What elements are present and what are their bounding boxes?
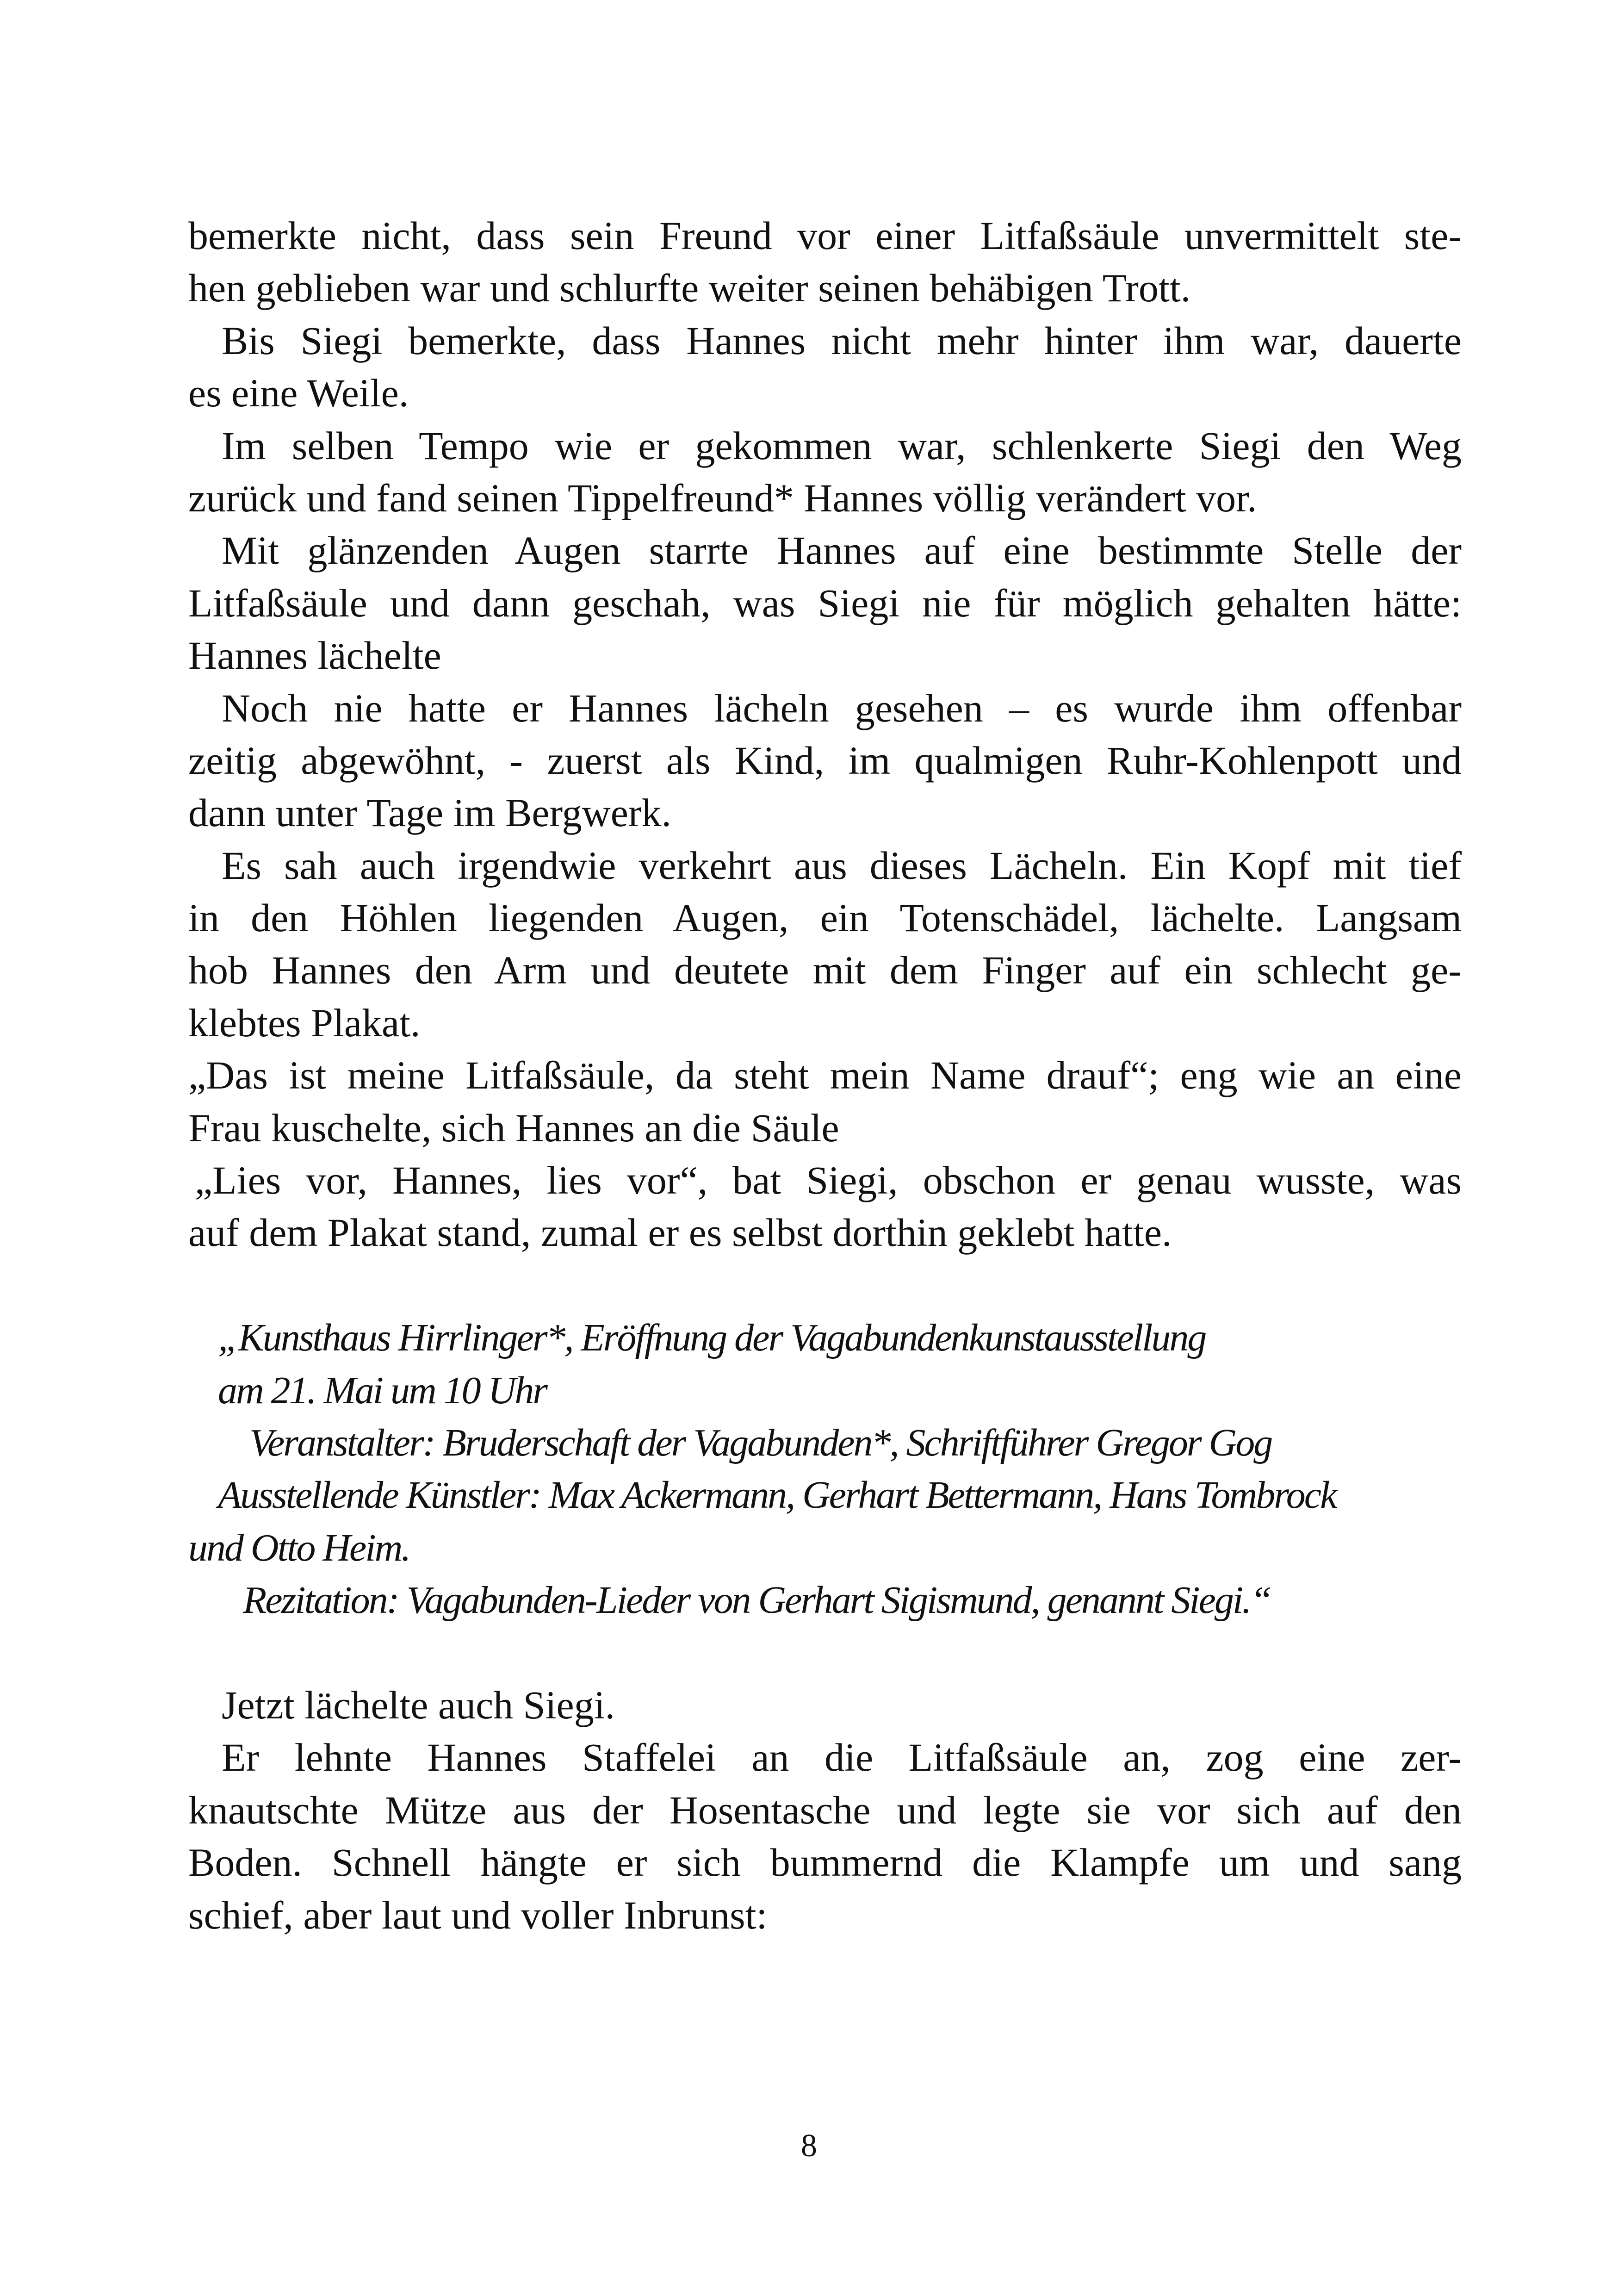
text-line: „Lies vor, Hannes, lies vor“, bat Siegi, obschon er genau wusste, was [195,1158,1462,1203]
text-line: zurück und fand seinen Tippelfreund* Hannes völlig verändert vor. [188,475,1257,520]
text-line: Litfaßsäule und dann geschah, was Siegi nie für möglich gehalten hätte: [188,580,1462,625]
paragraph [188,1049,1462,1154]
poster-line: Veranstalter: Bruderschaft der Vagabunden*, Schriftführer Gregor Gog [249,1421,1272,1464]
text-line: Mit glänzenden Augen starrte Hannes auf eine bestimmte Stelle der [222,528,1462,573]
text-line: hen geblieben war und schlurfte weiter seinen behäbigen Trott. [188,266,1191,311]
paragraph [188,682,1462,840]
text-line: Boden. Schnell hängte er sich bummernd die Klampfe um und sang [188,1840,1462,1885]
text-line: es eine Weile. [188,371,409,416]
text-line: schief, aber laut und voller Inbrunst: [188,1892,768,1937]
spacer [188,1259,1462,1312]
text-line: Er lehnte Hannes Staffelei an die Litfaßsäule an, zog eine zer- [222,1735,1462,1780]
text-line: Noch nie hatte er Hannes lächeln gesehen – es wurde ihm offenbar [222,685,1462,730]
paragraph [188,1731,1462,1941]
text-line: in den Höhlen liegenden Augen, ein Totenschädel, lächelte. Langsam [188,896,1462,940]
paragraph [188,1154,1462,1259]
page-body [188,210,1462,1941]
text-line: Es sah auch irgendwie verkehrt aus dieses Lächeln. Ein Kopf mit tief [222,843,1462,888]
paragraph [188,210,1462,315]
text-line: zeitig abgewöhnt, - zuerst als Kind, im qualmigen Ruhr-Kohlenpott und [188,738,1462,783]
text-line: Bis Siegi bemerkte, dass Hannes nicht mehr hinter ihm war, dauerte [222,318,1462,363]
page-number: 8 [801,2128,817,2164]
paragraph [188,524,1462,682]
text-line: auf dem Plakat stand, zumal er es selbst dorthin geklebt hatte. [188,1210,1172,1255]
paragraph [188,840,1462,1050]
paragraph [188,315,1462,420]
paragraph [188,1679,1462,1731]
text-line: knautschte Mütze aus der Hosentasche und legte sie vor sich auf den [188,1787,1462,1832]
poster-line: Rezitation: Vagabunden-Lieder von Gerhart Sigismund, genannt Siegi.“ [243,1579,1271,1622]
text-line: bemerkte nicht, dass sein Freund vor einer Litfaßsäule unvermittelt ste- [188,213,1462,258]
text-line: klebtes Plakat. [188,1000,421,1045]
text-line: Im selben Tempo wie er gekommen war, schlenkerte Siegi den Weg [222,423,1462,468]
poster-line: und Otto Heim. [188,1526,410,1569]
poster-line: „Kunsthaus Hirrlinger*, Eröffnung der Vagabundenkunstausstellung [218,1316,1206,1360]
poster-line: am 21. Mai um 10 Uhr [218,1369,546,1412]
poster-quote [188,1312,1462,1626]
text-line: „Das ist meine Litfaßsäule, da steht mein Name drauf“; eng wie an eine [188,1053,1462,1098]
text-line: hob Hannes den Arm und deutete mit dem Finger auf ein schlecht ge- [188,948,1462,993]
text-line: Hannes lächelte [188,633,441,678]
text-line: dann unter Tage im Bergwerk. [188,790,672,835]
text-line: Frau kuschelte, sich Hannes an die Säule [188,1105,839,1150]
text-line: Jetzt lächelte auch Siegi. [222,1682,615,1727]
spacer [188,1627,1462,1679]
poster-line: Ausstellende Künstler: Max Ackermann, Gerhart Bettermann, Hans Tombrock [218,1474,1336,1517]
paragraph [188,420,1462,525]
